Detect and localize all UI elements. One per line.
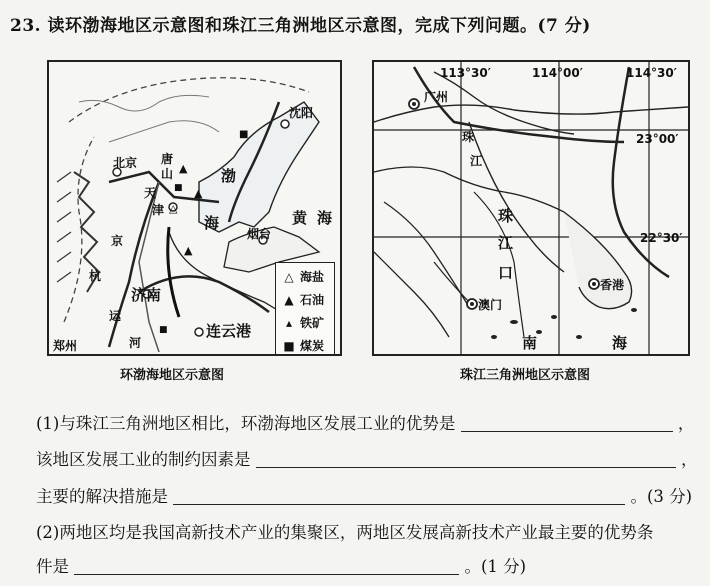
question-line-4 (36, 519, 653, 543)
svg-text:▲: ▲ (194, 187, 203, 200)
answer-blank-2[interactable] (256, 451, 676, 468)
label-jiang-small: 江 (470, 154, 483, 168)
sea-salt-icon: △ (284, 270, 294, 284)
lon-label-2: 114°00′ (532, 66, 583, 80)
label-hai: 海 (204, 214, 220, 232)
answer-blank-1[interactable] (461, 415, 673, 432)
lat-label-1: 23°00′ (636, 132, 679, 146)
question-1-end: ， (677, 414, 695, 433)
label-tangshan-2: 山 (161, 167, 174, 181)
legend-label: 石油 (300, 293, 325, 307)
question-5-end: 。(1 分) (464, 557, 527, 576)
lon-label-1: 113°30′ (440, 66, 491, 80)
legend-item-oil (282, 291, 324, 308)
legend-item-coal (282, 337, 324, 354)
label-jiang: 江 (498, 234, 514, 252)
label-zhu-small: 珠 (462, 130, 475, 144)
lat-label-2: 22°30′ (640, 231, 683, 245)
label-kou: 口 (498, 264, 514, 282)
label-nan: 南 (522, 334, 538, 352)
legend-label: 铁矿 (300, 316, 325, 330)
svg-text:■: ■ (239, 129, 249, 140)
label-jinan: 济南 (131, 286, 162, 304)
map-legend (275, 262, 335, 356)
label-jing: 京 (111, 234, 124, 248)
bohai-map (47, 60, 342, 356)
label-tian: 天 (144, 186, 157, 200)
legend-label: 煤炭 (300, 339, 325, 353)
iron-ore-icon: ▴ (285, 316, 293, 330)
question-line-3 (36, 483, 692, 507)
pearl-map-drawing (374, 62, 688, 354)
label-hongkong: 香港 (600, 278, 625, 292)
question-line-1 (36, 410, 694, 434)
label-tangshan-1: 唐 (161, 152, 174, 166)
label-bo: 渤 (221, 167, 237, 185)
question-1-text: (1)与珠江三角洲地区相比，环渤海地区发展工业的优势是 (36, 414, 456, 433)
legend-item-iron-ore (282, 314, 324, 331)
label-guangzhou: 广州 (424, 90, 449, 104)
question-2-end: ， (681, 450, 698, 469)
svg-text:▲: ▲ (179, 162, 188, 175)
answer-blank-3[interactable] (173, 488, 625, 505)
question-line-2 (36, 446, 698, 470)
legend-label: 海盐 (300, 270, 325, 284)
question-5-text: 件是 (36, 557, 69, 576)
question-3-end: 。(3 分) (630, 487, 693, 506)
svg-text:△: △ (169, 202, 178, 215)
label-he: 河 (129, 336, 142, 350)
label-jin: 津 (152, 203, 165, 217)
label-yantai: 烟台 (247, 227, 272, 241)
question-2-text: 该地区发展工业的制约因素是 (36, 450, 251, 469)
answer-blank-4[interactable] (74, 558, 459, 575)
label-hang: 杭 (89, 269, 102, 283)
label-shenyang: 沈阳 (289, 106, 314, 120)
label-zhu: 珠 (498, 207, 514, 225)
svg-text:■: ■ (174, 183, 183, 193)
label-beijing: 北京 (113, 156, 138, 170)
svg-text:▲: ▲ (184, 244, 193, 257)
label-hai: 海 (612, 334, 628, 352)
label-lianyungang: 连云港 (206, 322, 252, 340)
pearl-map (372, 60, 690, 356)
legend-item-sea-salt (282, 268, 324, 285)
coal-icon: ■ (283, 339, 295, 353)
label-huang: 黄 (292, 209, 308, 227)
label-hai2: 海 (317, 209, 333, 227)
label-yun: 运 (109, 309, 122, 323)
question-4-text: (2)两地区均是我国高新技术产业的集聚区，两地区发展高新技术产业最主要的优势条 (36, 523, 654, 542)
label-macao: 澳门 (478, 298, 503, 312)
question-3-text: 主要的解决措施是 (36, 487, 168, 506)
pearl-map-caption: 珠江三角洲地区示意图 (460, 368, 591, 383)
label-zhengzhou: 郑州 (53, 339, 78, 353)
bohai-map-caption: 环渤海地区示意图 (120, 368, 225, 383)
question-line-5 (36, 553, 526, 577)
question-title: 23. 读环渤海地区示意图和珠江三角洲地区示意图，完成下列问题。(7 分) (10, 16, 591, 36)
oil-icon: ▲ (284, 293, 294, 307)
lon-label-3: 114°30′ (626, 66, 677, 80)
svg-text:■: ■ (159, 325, 168, 335)
